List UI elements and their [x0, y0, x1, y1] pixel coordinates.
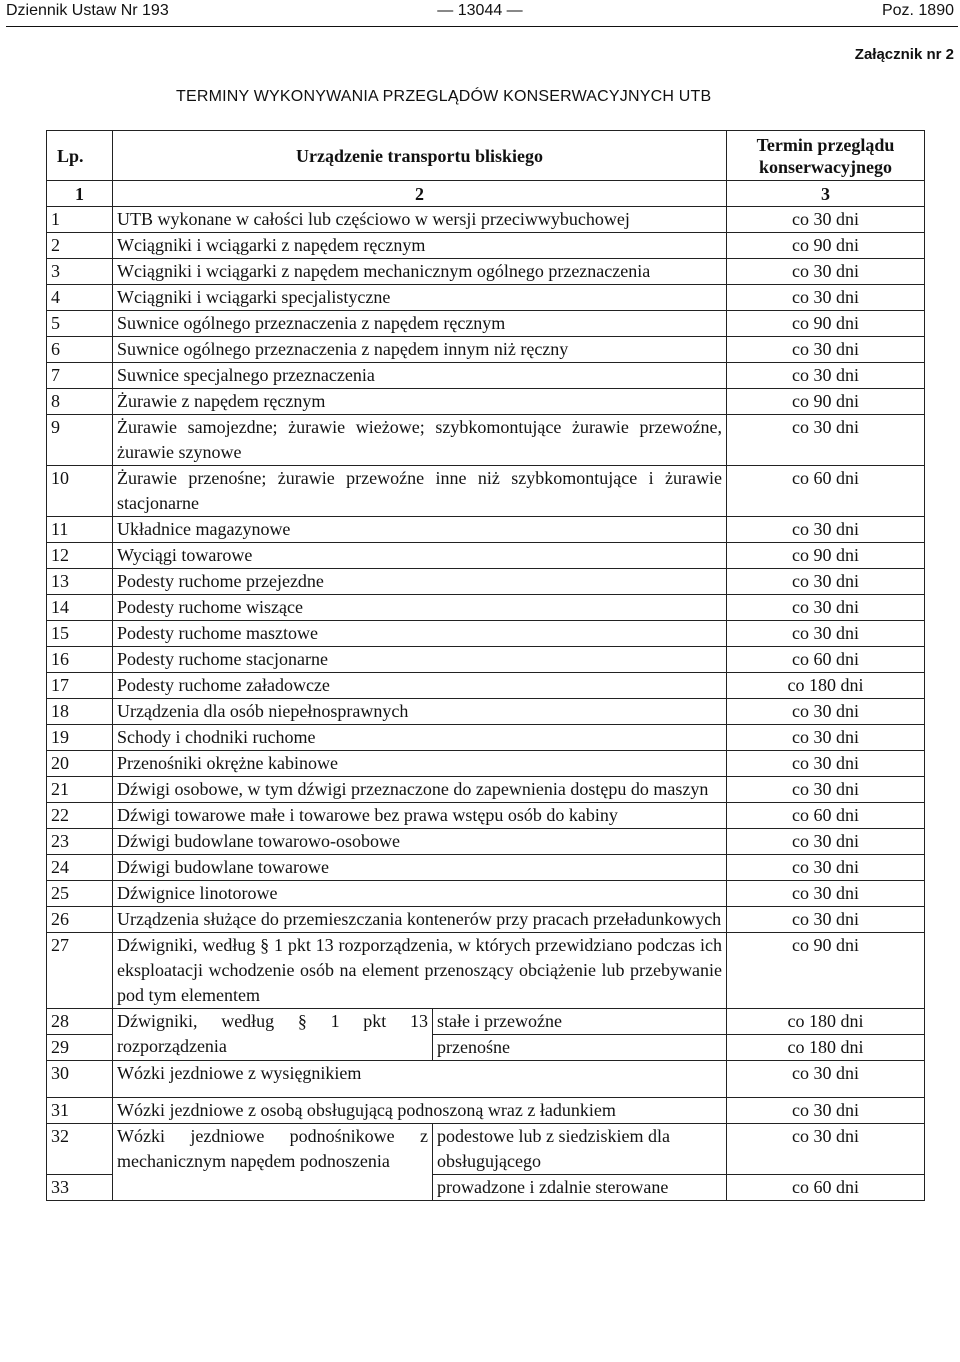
table-row [47, 337, 925, 363]
header-lp: Lp. [47, 131, 113, 181]
table-row [47, 933, 925, 1009]
row-term: co 180 dni [727, 673, 925, 699]
table-row [47, 855, 925, 881]
row-device: Wciągniki i wciągarki z napędem ręcznym [113, 233, 727, 259]
table-row [47, 363, 925, 389]
row-lp: 4 [47, 285, 113, 311]
row-term: co 30 dni [727, 907, 925, 933]
table-row [47, 829, 925, 855]
row-term: co 30 dni [727, 855, 925, 881]
row-lp: 11 [47, 517, 113, 543]
row-term: co 30 dni [727, 777, 925, 803]
table-row [47, 259, 925, 285]
row-lp: 14 [47, 595, 113, 621]
table-row [47, 647, 925, 673]
row-device: Dźwigniki, według § 1 pkt 13 rozporządzenia [113, 1009, 433, 1061]
row-device: Podesty ruchome stacjonarne [113, 647, 727, 673]
row-term: co 60 dni [727, 1175, 925, 1201]
row-device: Dźwigi osobowe, w tym dźwigi przeznaczone do zapewnienia dostępu do maszyn [113, 777, 727, 803]
row-term: co 30 dni [727, 699, 925, 725]
table-header-row [47, 131, 925, 181]
row-term: co 30 dni [727, 595, 925, 621]
row-term: co 90 dni [727, 233, 925, 259]
row-term: co 30 dni [727, 569, 925, 595]
row-subtype: przenośne [433, 1035, 727, 1061]
table-row [47, 415, 925, 466]
table-row [47, 1124, 925, 1175]
table-row [47, 595, 925, 621]
table-row [47, 725, 925, 751]
row-lp: 22 [47, 803, 113, 829]
table-row [47, 466, 925, 517]
table-row [47, 285, 925, 311]
header-divider [6, 26, 958, 27]
row-lp: 19 [47, 725, 113, 751]
row-lp: 28 [47, 1009, 113, 1035]
table-row [47, 1009, 925, 1035]
row-term: co 30 dni [727, 337, 925, 363]
row-term: co 30 dni [727, 1124, 925, 1175]
header-term: Termin przeglądu konserwacyjnego [727, 131, 925, 181]
row-device: Suwnice ogólnego przeznaczenia z napędem innym niż ręczny [113, 337, 727, 363]
table-row [47, 777, 925, 803]
row-term: co 30 dni [727, 881, 925, 907]
row-subtype: prowadzone i zdalnie sterowane [433, 1175, 727, 1201]
row-device: Podesty ruchome przejezdne [113, 569, 727, 595]
row-device: Schody i chodniki ruchome [113, 725, 727, 751]
row-device: Podesty ruchome załadowcze [113, 673, 727, 699]
page-number: — 13044 — [437, 2, 523, 19]
row-device: Urządzenia służące do przemieszczania kontenerów przy pracach przeładunkowych [113, 907, 727, 933]
row-lp: 17 [47, 673, 113, 699]
row-term: co 30 dni [727, 285, 925, 311]
row-term: co 180 dni [727, 1009, 925, 1035]
annex-label: Załącznik nr 2 [854, 46, 954, 63]
row-device: Suwnice specjalnego przeznaczenia [113, 363, 727, 389]
row-lp: 21 [47, 777, 113, 803]
row-lp: 10 [47, 466, 113, 517]
row-term: co 30 dni [727, 621, 925, 647]
row-lp: 32 [47, 1124, 113, 1175]
position-number: Poz. 1890 [881, 2, 954, 19]
document-title: TERMINY WYKONYWANIA PRZEGLĄDÓW KONSERWACYJNYCH UTB [176, 88, 712, 105]
row-device: Układnice magazynowe [113, 517, 727, 543]
row-term: co 30 dni [727, 259, 925, 285]
table-row [47, 699, 925, 725]
table-row [47, 207, 925, 233]
row-lp: 27 [47, 933, 113, 1009]
table-row [47, 311, 925, 337]
row-term: co 30 dni [727, 1098, 925, 1124]
table-row [47, 517, 925, 543]
row-device: UTB wykonane w całości lub częściowo w wersji przeciwwybuchowej [113, 207, 727, 233]
table-row [47, 803, 925, 829]
row-device: Wózki jezdniowe z osobą obsługującą podnoszoną wraz z ładunkiem [113, 1098, 727, 1124]
row-term: co 30 dni [727, 829, 925, 855]
row-device: Dźwignice linotorowe [113, 881, 727, 907]
row-lp: 13 [47, 569, 113, 595]
row-device: Wyciągi towarowe [113, 543, 727, 569]
row-device: Podesty ruchome masztowe [113, 621, 727, 647]
maintenance-schedule-table [46, 130, 925, 1201]
row-device: Dźwigi budowlane towarowe [113, 855, 727, 881]
header-device: Urządzenie transportu bliskiego [113, 131, 727, 181]
row-lp: 29 [47, 1035, 113, 1061]
row-term: co 30 dni [727, 1061, 925, 1098]
row-device: Wciągniki i wciągarki z napędem mechanicznym ogólnego przeznaczenia [113, 259, 727, 285]
table-row [47, 569, 925, 595]
row-lp: 7 [47, 363, 113, 389]
row-term: co 60 dni [727, 803, 925, 829]
row-device: Przenośniki okrężne kabinowe [113, 751, 727, 777]
row-lp: 18 [47, 699, 113, 725]
row-lp: 20 [47, 751, 113, 777]
row-lp: 6 [47, 337, 113, 363]
row-device: Podesty ruchome wiszące [113, 595, 727, 621]
row-device: Wciągniki i wciągarki specjalistyczne [113, 285, 727, 311]
row-device: Dźwigi towarowe małe i towarowe bez prawa wstępu osób do kabiny [113, 803, 727, 829]
row-lp: 2 [47, 233, 113, 259]
row-term: co 180 dni [727, 1035, 925, 1061]
row-term: co 90 dni [727, 543, 925, 569]
table-row [47, 1061, 925, 1098]
row-subtype: podestowe lub z siedziskiem dla obsługującego [433, 1124, 727, 1175]
row-lp: 3 [47, 259, 113, 285]
table-row [47, 621, 925, 647]
row-device: Urządzenia dla osób niepełnosprawnych [113, 699, 727, 725]
column-number-row [47, 181, 925, 207]
row-lp: 9 [47, 415, 113, 466]
row-term: co 90 dni [727, 311, 925, 337]
row-device: Wózki jezdniowe podnośnikowe z mechanicznym napędem podnoszenia [113, 1124, 433, 1201]
row-lp: 5 [47, 311, 113, 337]
table-row [47, 751, 925, 777]
row-lp: 30 [47, 1061, 113, 1098]
row-lp: 8 [47, 389, 113, 415]
row-device: Dźwigi budowlane towarowo-osobowe [113, 829, 727, 855]
column-number: 2 [113, 181, 727, 207]
table-row [47, 543, 925, 569]
row-term: co 90 dni [727, 389, 925, 415]
row-term: co 30 dni [727, 751, 925, 777]
row-lp: 33 [47, 1175, 113, 1201]
row-device: Suwnice ogólnego przeznaczenia z napędem ręcznym [113, 311, 727, 337]
row-term: co 60 dni [727, 647, 925, 673]
row-lp: 15 [47, 621, 113, 647]
column-number: 3 [727, 181, 925, 207]
row-lp: 25 [47, 881, 113, 907]
column-number: 1 [47, 181, 113, 207]
row-term: co 30 dni [727, 415, 925, 466]
row-term: co 30 dni [727, 207, 925, 233]
row-subtype: stałe i przewoźne [433, 1009, 727, 1035]
table-row [47, 881, 925, 907]
row-lp: 24 [47, 855, 113, 881]
row-lp: 31 [47, 1098, 113, 1124]
table-body [47, 207, 925, 1201]
table-row [47, 389, 925, 415]
row-term: co 30 dni [727, 517, 925, 543]
table-row [47, 673, 925, 699]
row-term: co 60 dni [727, 466, 925, 517]
row-lp: 23 [47, 829, 113, 855]
row-device: Żurawie samojezdne; żurawie wieżowe; szybkomontujące żurawie przewoźne, żurawie szynowe [113, 415, 727, 466]
row-term: co 30 dni [727, 725, 925, 751]
row-term: co 90 dni [727, 933, 925, 1009]
row-device: Żurawie z napędem ręcznym [113, 389, 727, 415]
row-device: Wózki jezdniowe z wysięgnikiem [113, 1061, 727, 1098]
row-lp: 16 [47, 647, 113, 673]
row-term: co 30 dni [727, 363, 925, 389]
row-device: Dźwigniki, według § 1 pkt 13 rozporządzenia, w których przewidziano podczas ich eksploatacji wchodzenie osób na element przenoszący obciążenie lub przebywanie pod tym elementem [113, 933, 727, 1009]
row-lp: 26 [47, 907, 113, 933]
row-lp: 1 [47, 207, 113, 233]
row-lp: 12 [47, 543, 113, 569]
table-row [47, 233, 925, 259]
table-row [47, 907, 925, 933]
journal-title: Dziennik Ustaw Nr 193 [6, 2, 169, 19]
table-row [47, 1098, 925, 1124]
row-device: Żurawie przenośne; żurawie przewoźne inne niż szybkomontujące i żurawie stacjonarne [113, 466, 727, 517]
